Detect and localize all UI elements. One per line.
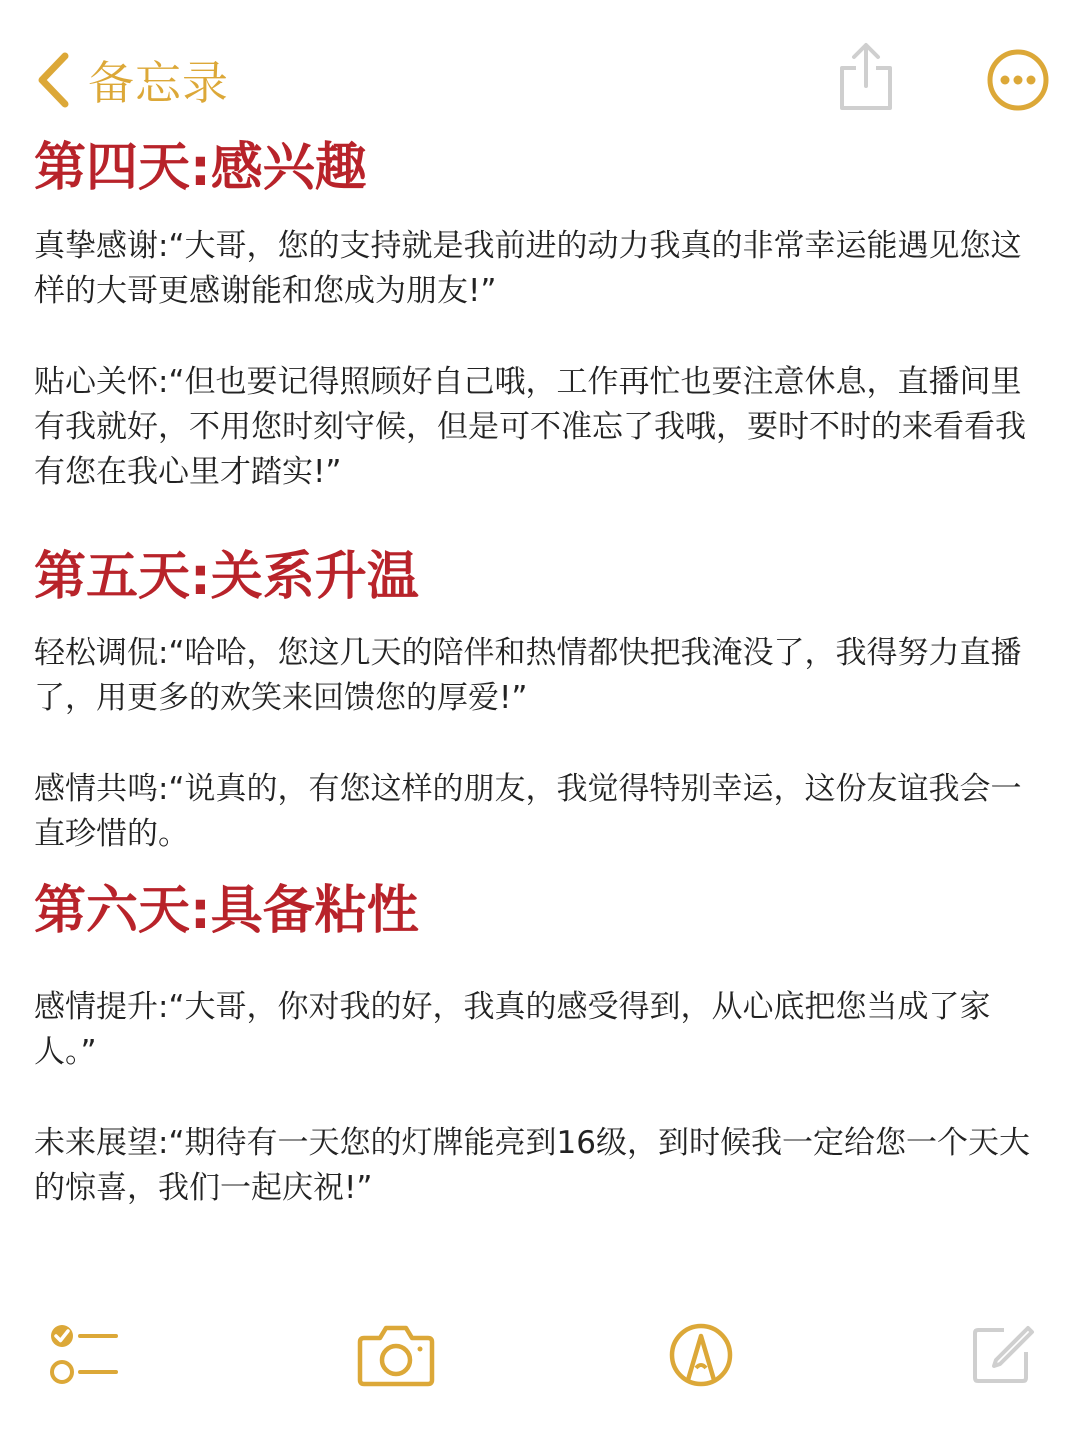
share-button[interactable] [836, 42, 896, 114]
more-button[interactable] [986, 48, 1050, 112]
chevron-left-icon [36, 52, 70, 108]
markup-button[interactable] [668, 1322, 734, 1388]
markup-icon [668, 1322, 734, 1388]
checklist-icon [48, 1320, 120, 1390]
camera-icon [356, 1322, 436, 1388]
compose-button[interactable] [970, 1320, 1036, 1386]
paragraph-future-outlook: 未来展望:“期待有一天您的灯牌能亮到16级，到时候我一定给您一个天大的惊喜，我们一起庆祝!” [34, 1125, 1030, 1206]
back-button[interactable] [36, 48, 229, 112]
paragraph-light-teasing: 轻松调侃:“哈哈，您这几天的陪伴和热情都快把我淹没了，我得努力直播了，用更多的欢笑来回馈您的厚爱!” [34, 635, 1022, 716]
section-title-day6: 第六天:具备粘性 [34, 881, 419, 941]
camera-button[interactable] [356, 1322, 436, 1388]
more-icon [986, 48, 1050, 112]
checklist-button[interactable] [48, 1320, 120, 1390]
navigation-bar [0, 0, 1080, 130]
note-body[interactable] [34, 130, 1034, 1211]
paragraph-caring: 贴心关怀:“但也要记得照顾好自己哦，工作再忙也要注意休息，直播间里有我就好，不用您时刻守候，但是可不准忘了我哦，要时不时的来看看我有您在我心里才踏实!” [34, 364, 1026, 490]
paragraph-emotional-resonance: 感情共鸣:“说真的，有您这样的朋友，我觉得特别幸运，这份友谊我会一直珍惜的。 [34, 771, 1022, 852]
share-icon [836, 42, 896, 114]
back-label: 备忘录 [88, 56, 229, 110]
compose-icon [970, 1320, 1036, 1386]
paragraph-emotion-boost: 感情提升:“大哥，你对我的好，我真的感受得到，从心底把您当成了家人。” [34, 989, 991, 1070]
paragraph-sincere-thanks: 真挚感谢:“大哥，您的支持就是我前进的动力我真的非常幸运能遇见您这样的大哥更感谢能和您成为朋友!” [34, 228, 1022, 309]
bottom-toolbar [0, 1300, 1080, 1420]
section-title-day4: 第四天:感兴趣 [34, 138, 367, 198]
section-title-day5: 第五天:关系升温 [34, 547, 419, 607]
